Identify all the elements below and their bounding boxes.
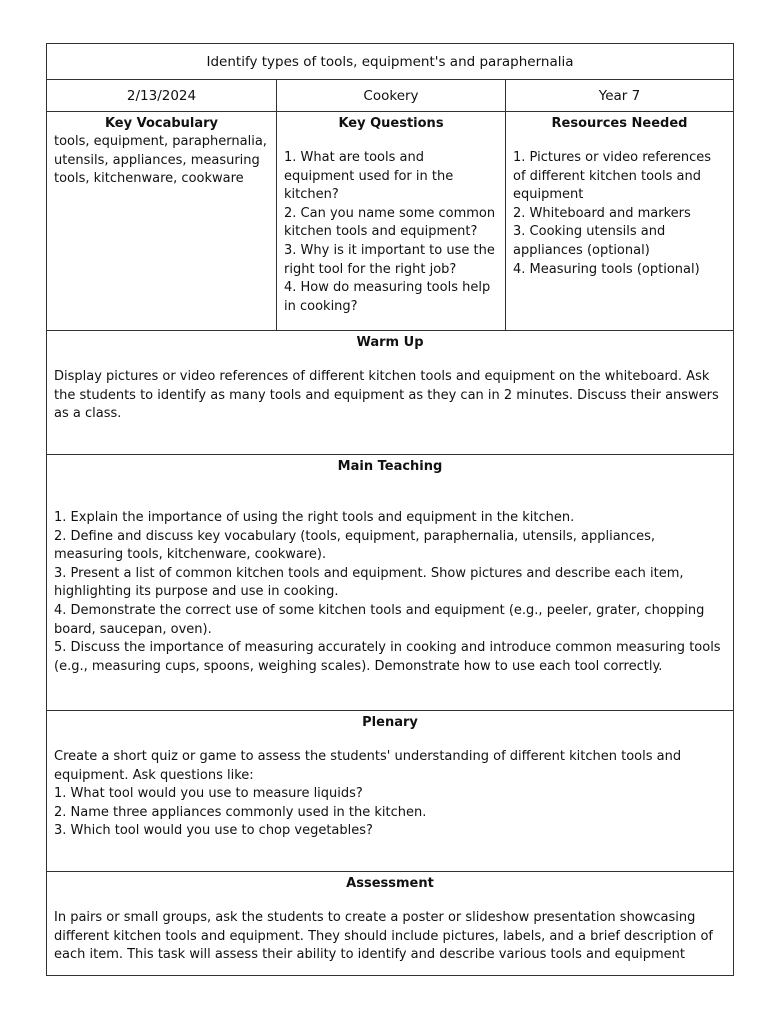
list-item: 2. Define and discuss key vocabulary (tools, equipment, paraphernalia, utensils, appliances, measuring tools, kitchenware, cookware).: [54, 528, 655, 563]
lesson-plan-table: [46, 43, 734, 976]
list-item: 2. Name three appliances commonly used in the kitchen.: [54, 804, 427, 820]
list-item: 1. What tool would you use to measure liquids?: [54, 786, 363, 802]
warm-up-section: [47, 331, 733, 455]
title-row: [47, 44, 733, 80]
key-questions-list: [284, 149, 498, 316]
list-item: 3. Cooking utensils and appliances (optional): [513, 224, 666, 258]
main-teaching-list: [54, 509, 726, 676]
warm-up-text: Display pictures or video references of different kitchen tools and equipment on the whiteboard. Ask the students to identify as many tools and equipment as they can in 2 minutes. Discuss their answers as a class.: [54, 369, 719, 422]
key-vocabulary-cell: [47, 112, 277, 330]
overview-row: [47, 112, 733, 331]
assessment-cell: [47, 872, 733, 975]
list-item: 1. Explain the importance of using the right tools and equipment in the kitchen.: [54, 510, 575, 525]
list-item: 4. Measuring tools (optional): [513, 261, 700, 277]
main-teaching-heading: Main Teaching: [337, 459, 443, 474]
info-row: [47, 80, 733, 112]
list-item: 1. Pictures or video references of different kitchen tools and equipment: [513, 150, 712, 203]
key-vocabulary-heading: Key Vocabulary: [104, 116, 219, 131]
list-item: 4. How do measuring tools help in cooking?: [284, 280, 491, 314]
lesson-title: Identify types of tools, equipment's and paraphernalia: [206, 53, 574, 70]
warm-up-cell: [47, 331, 733, 454]
lesson-date: 2/13/2024: [47, 80, 277, 111]
resources-needed-heading: Resources Needed: [551, 116, 688, 131]
assessment-text: In pairs or small groups, ask the students to create a poster or slideshow presentation showcasing different kitchen tools and equipment. They should include pictures, labels, and a brief description of each item. This task will assess their ability to identify and describe various tools and equipment: [54, 910, 713, 963]
lesson-year: Year 7: [598, 87, 641, 104]
list-item: 2. Whiteboard and markers: [513, 205, 691, 221]
list-item: 1. What are tools and equipment used for in the kitchen?: [284, 150, 454, 203]
list-item: 3. Why is it important to use the right tool for the right job?: [284, 242, 495, 277]
resources-needed-cell: [506, 112, 733, 330]
resources-needed-list: [513, 149, 726, 279]
assessment-heading: Assessment: [346, 876, 434, 891]
key-vocabulary-text: tools, equipment, paraphernalia, utensils, appliances, measuring tools, kitchenware, cookware: [54, 134, 267, 187]
main-teaching-cell: [47, 455, 733, 710]
assessment-section: [47, 872, 733, 975]
plenary-intro: Create a short quiz or game to assess the students' understanding of different kitchen tools and equipment. Ask questions like:: [54, 749, 682, 783]
plenary-cell: [47, 711, 733, 871]
key-questions-heading: Key Questions: [338, 116, 444, 131]
list-item: 5. Discuss the importance of measuring accurately in cooking and introduce common measuring tools (e.g., measuring cups, spoons, weighing scales). Demonstrate how to use each tool correctly.: [54, 640, 721, 674]
list-item: 2. Can you name some common kitchen tools and equipment?: [284, 205, 496, 240]
list-item: 3. Which tool would you use to chop vegetables?: [54, 823, 373, 839]
main-teaching-section: [47, 455, 733, 711]
plenary-heading: Plenary: [362, 715, 418, 730]
plenary-section: [47, 711, 733, 872]
key-questions-cell: [277, 112, 506, 330]
list-item: 4. Demonstrate the correct use of some kitchen tools and equipment (e.g., peeler, grater, chopping board, saucepan, oven).: [54, 602, 705, 637]
list-item: 3. Present a list of common kitchen tools and equipment. Show pictures and describe each item, highlighting its purpose and use in cooking.: [54, 565, 684, 600]
lesson-subject: Cookery: [277, 80, 506, 111]
warm-up-heading: Warm Up: [356, 335, 424, 350]
plenary-questions-list: [54, 785, 726, 841]
